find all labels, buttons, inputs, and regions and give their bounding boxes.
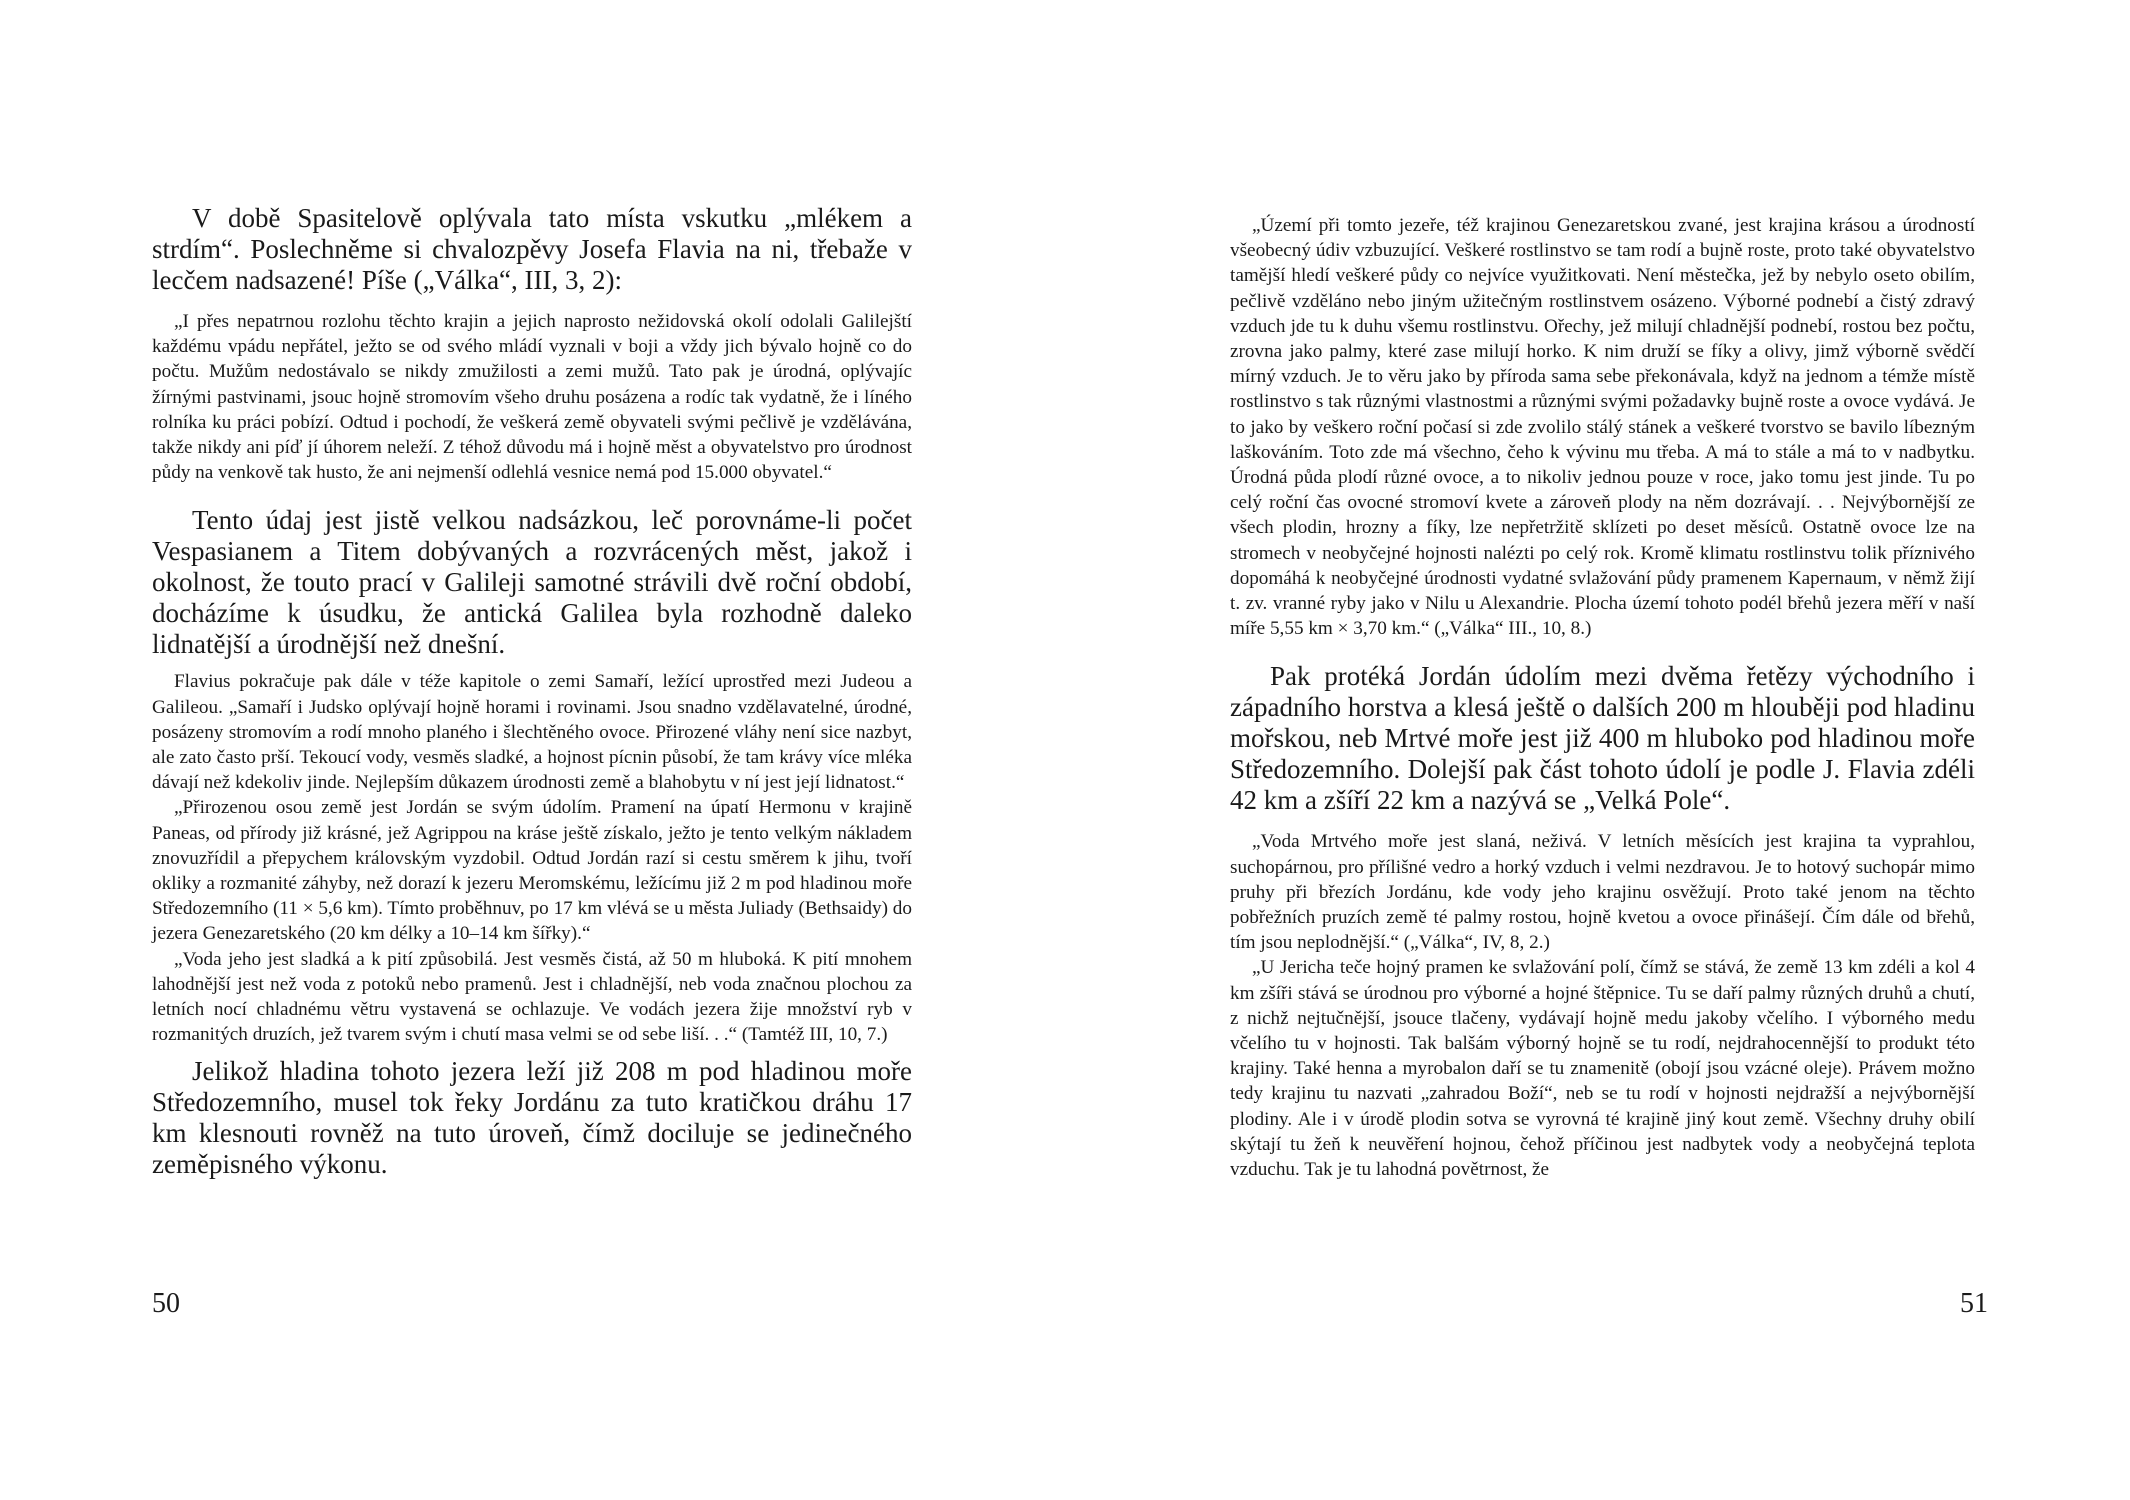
right-text-column — [1230, 213, 1975, 1182]
page-number: 50 — [152, 1288, 180, 1319]
quote-paragraph: „U Jericha teče hojný pramen ke svlažování polí, čímž se stává, že země 13 km zdéli a kol 4 km zšíři stává se úrodnou pro výborné a hojné štěpnice. Tu se daří palmy různých druhů a chutí, z nichž nejtučnější, jsouce tlačeny, vydávají hojně medu jakoby včelího. I výborného medu včelího tu v hojnosti. Tak balšám výborný hojně se tu rodí, nejdrahocennější to produkt této krajiny. Také henna a myrobalon daří se tu znamenitě (obojí jsou vzácné oleje). Právem možno tedy krajinu tu nazvati „zahradou Boží“, neb se tu rodí v hojnosti nejdražší a nejvýbornější plodiny. Ale i v úrodě plodin sotva se vyrovná té krajině jiný kout země. Všechny druhy obilí skýtají tu žeň k neuvěření hojnou, čehož příčinou jest nadbytek vody a neobyčejná teplota vzduchu. Tak je tu lahodná povětrnost, že — [1230, 957, 1975, 1181]
paragraph: Tento údaj jest jistě velkou nadsázkou, leč porovnáme-li počet Vespasianem a Titem dobývaných a rozvrácených měst, jakož i okolnost, že touto prací v Galileji samotné strávili dvě roční období, docházíme k úsudku, že antická Galilea byla rozhodně daleko lidnatější a úrodnější než dnešní. — [152, 505, 912, 660]
quote-paragraph: „Voda jeho jest sladká a k pití způsobilá. Jest vesměs čistá, až 50 m hluboká. K pití mnohem lahodnější jest než voda z potoků nebo pramenů. Jest i chladnější, neb voda značnou plochou za letních nocí chladnému větru vystavená se ochlazuje. Ve vodách jezera žije množství ryb v rozmanitých druzích, jež tvarem svým i chutí masa velmi se od sebe liší. . .“ (Tamtéž III, 10, 7.) — [152, 948, 912, 1046]
quote-paragraph: Flavius pokračuje pak dále v téže kapitole o zemi Samaří, ležící uprostřed mezi Judeou a Galileou. „Samaří i Judsko oplývají hojně horami i rovinami. Jsou snadno vzdělavatelné, úrodné, posázeny stromovím a rodí mnoho planého i šlechtěného ovoce. Přirozené vláhy není sice nazbyt, ale zato často prší. Tekoucí vody, vesměs sladké, a hojnost pícnin působí, že tam krávy více mléka dávají než kdekoliv jinde. Nejlepším důkazem úrodnosti země a blahobytu v ní jest její lidnatost.“ — [152, 671, 912, 794]
paragraph: V době Spasitelově oplývala tato místa vskutku „mlékem a strdím“. Poslechněme si chvalozpěvy Josefa Flavia na ni, třebaže v lecčem nadsazené! Píše („Válka“, III, 3, 2): — [152, 203, 912, 295]
quote-paragraph: „Voda Mrtvého moře jest slaná, neživá. V letních měsících jest krajina ta vyprahlou, suchopárnou, pro přílišné vedro a horký vzduch i velmi nezdravou. Je to hotový suchopár mimo pruhy při březích Jordánu, kde vody jeho krajinu osvěžují. Proto také jenom na těchto pobřežních pruzích země té palmy rostou, hojně kvetou a ovoce přinášejí. Čím dále od břehů, tím jsou neplodnější.“ („Válka“, IV, 8, 2.) — [1230, 831, 1975, 954]
page-number: 51 — [1960, 1288, 1988, 1319]
left-text-column — [152, 203, 912, 1180]
paragraph: Pak protéká Jordán údolím mezi dvěma řetězy východního i západního horstva a klesá ještě o dalších 200 m hlouběji pod hladinu mořskou, neb Mrtvé moře jest již 400 m hluboko pod hladinou moře Středozemního. Dolejší pak část tohoto údolí je podle J. Flavia zdéli 42 km a zšíří 22 km a nazývá se „Velká Pole“. — [1230, 661, 1975, 816]
quote-paragraph: „Přirozenou osou země jest Jordán se svým údolím. Pramení na úpatí Hermonu v krajině Paneas, od přírody již krásné, jež Agrippou na kráse ještě získalo, ježto je tento velkým nákladem znovuzřídil a přepychem královským vyzdobil. Odtud Jordán razí si cestu směrem k jihu, tvoří okliky a rozmanité záhyby, než dorazí k jezeru Meromskému, ležícímu již 2 m pod hladinou moře Středozemního (11 × 5,6 km). Tímto proběhnuv, po 17 km vlévá se u města Juliady (Bethsaidy) do jezera Genezaretského (20 km délky a 10–14 km šířky).“ — [152, 797, 912, 945]
quote-paragraph: „Území při tomto jezeře, též krajinou Genezaretskou zvané, jest krajina krásou a úrodností všeobecný údiv vzbuzující. Veškeré rostlinstvo se tam rodí a bujně roste, proto také obyvatelstvo tamější hledí veškeré půdy co nejvíce využitkovati. Není městečka, jež by nebylo oseto obilím, pečlivě vzděláno nebo jiným užitečným rostlinstvem osázeno. Výborné podnebí a čistý zdravý vzduch jde tu k duhu všemu rostlinstvu. Ořechy, jež milují chladnější podnebí, rostou bez počtu, zrovna jako palmy, které zase milují horko. K nim druží se fíky a olivy, jimž výborně svědčí mírný vzduch. Je to věru jako by příroda sama sebe překonávala, když na jednom a témže místě rostlinstvo s tak různými vlastnostmi a různými svými požadavky bujně roste a ovoce vydává. Je to jako by veškero roční počasí si zde zvolilo stálý stánek a veškeré tvorstvo se bavilo líbezným laškováním. Toto zde má všechno, čeho k vývinu mu třeba. A má to stále a má to v nadbytku. Úrodná půda plodí různé ovoce, a to nikoliv jednou pouze v roce, jako tomu jest jinde. Tu po celý roční čas ovocné stromoví kvete a zároveň plody na něm dozrávají. . . Nejvýbornější ze všech plodin, hrozny a fíky, lze nepřetržitě sklízeti po deset měsíců. Ostatně ovoce lze na stromech v neobyčejné hojnosti nalézti po celý rok. Kromě klimatu rostlinstvu tolik příznivého dopomáhá k neobyčejné úrodnosti vydatné svlažování půdy pramenem Kapernaum, v němž žijí t. zv. vranné ryby jako v Nilu u Alexandrie. Plocha území tohoto podél břehů jezera měří v naší míře 5,55 km × 3,70 km.“ („Válka“ III., 10, 8.) — [1230, 215, 1975, 640]
quote-paragraph: „I přes nepatrnou rozlohu těchto krajin a jejich naprosto nežidovská okolí odolali Galilejští každému vpádu nepřátel, ježto se od svého mládí vyznali v boji a vždy jich bývalo hojně co do počtu. Mužům nedostávalo se nikdy zmužilosti a zemi mužů. Tato pak je úrodná, oplývajíc žírnými pastvinami, jsouc hojně stromovím všeho druhu posázena a rodíc tak vydatně, že i líného rolníka ku práci pobízí. Odtud i pochodí, že veškerá země obyvateli svými pečlivě je vzdělávána, takže nikdy ani píď jí úhorem neleží. Z téhož důvodu má i hojně měst a obyvatelstvo pro úrodnost půdy na venkově tak husto, že ani nejmenší odlehlá vesnice nemá pod 15.000 obyvatel.“ — [152, 311, 912, 484]
right-page — [1065, 0, 2130, 1500]
paragraph: Jelikož hladina tohoto jezera leží již 208 m pod hladinou moře Středozemního, musel tok řeky Jordánu za tuto kratičkou dráhu 17 km klesnouti rovněž na tuto úroveň, čímž dociluje se jedinečného zeměpisného výkonu. — [152, 1056, 912, 1180]
